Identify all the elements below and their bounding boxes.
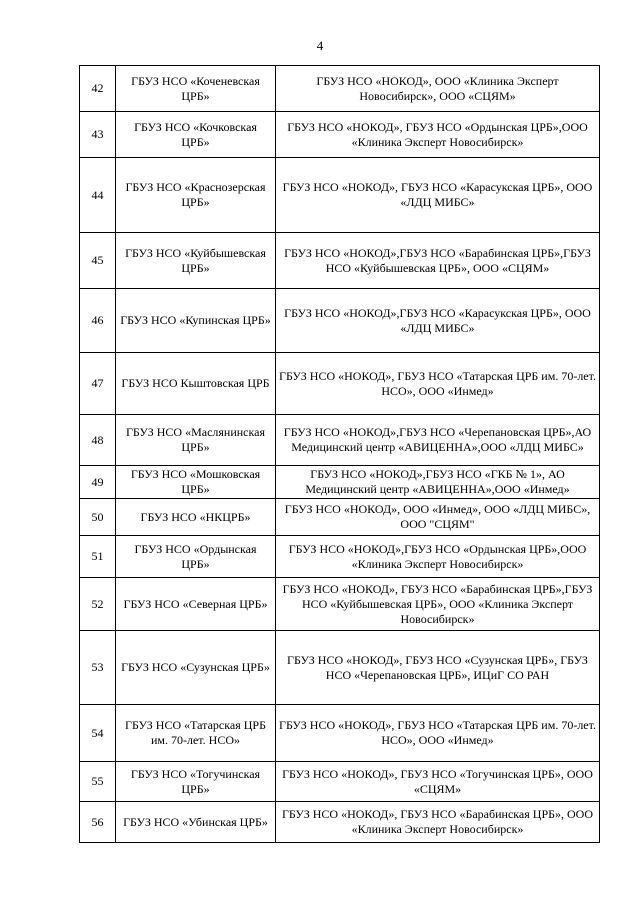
row-number: 46	[80, 289, 116, 353]
row-number: 48	[80, 415, 116, 466]
table-row	[80, 536, 600, 578]
table-row	[80, 499, 600, 536]
table-row	[80, 66, 600, 112]
row-number: 54	[80, 705, 116, 762]
table-row	[80, 112, 600, 158]
organizations-table	[79, 65, 600, 843]
organization-cell: ГБУЗ НСО «НКЦРБ»	[116, 499, 276, 536]
organization-cell: ГБУЗ НСО «Ордынская ЦРБ»	[116, 536, 276, 578]
table-row	[80, 802, 600, 843]
organization-cell: ГБУЗ НСО Кыштовская ЦРБ	[116, 353, 276, 415]
organization-cell: ГБУЗ НСО «Коченевская ЦРБ»	[116, 66, 276, 112]
organization-cell: ГБУЗ НСО «Сузунская ЦРБ»	[116, 631, 276, 705]
row-number: 52	[80, 578, 116, 631]
partners-cell: ГБУЗ НСО «НОКОД»,ГБУЗ НСО «Ордынская ЦРБ»,ООО «Клиника Эксперт Новосибирск»	[276, 536, 600, 578]
partners-cell: ГБУЗ НСО «НОКОД», ГБУЗ НСО «Тогучинская ЦРБ», ООО «СЦЯМ»	[276, 762, 600, 802]
table-row	[80, 158, 600, 233]
partners-cell: ГБУЗ НСО «НОКОД»,ГБУЗ НСО «ГКБ № 1», АО Медицинский центр «АВИЦЕННА»,ООО «Инмед»	[276, 466, 600, 499]
partners-cell: ГБУЗ НСО «НОКОД», ГБУЗ НСО «Ордынская ЦРБ»,ООО «Клиника Эксперт Новосибирск»	[276, 112, 600, 158]
organization-cell: ГБУЗ НСО «Куйбышевская ЦРБ»	[116, 233, 276, 289]
partners-cell: ГБУЗ НСО «НОКОД», ГБУЗ НСО «Татарская ЦРБ им. 70-лет. НСО», ООО «Инмед»	[276, 705, 600, 762]
partners-cell: ГБУЗ НСО «НОКОД»,ГБУЗ НСО «Черепановская ЦРБ»,АО Медицинский центр «АВИЦЕННА»,ООО «ЛДЦ МИБС»	[276, 415, 600, 466]
organization-cell: ГБУЗ НСО «Кочковская ЦРБ»	[116, 112, 276, 158]
table-row	[80, 415, 600, 466]
organization-cell: ГБУЗ НСО «Маслянинская ЦРБ»	[116, 415, 276, 466]
row-number: 42	[80, 66, 116, 112]
partners-cell: ГБУЗ НСО «НОКОД», ООО «Инмед», ООО «ЛДЦ МИБС», ООО "СЦЯМ"	[276, 499, 600, 536]
page-number: 4	[316, 38, 324, 53]
partners-cell: ГБУЗ НСО «НОКОД», ГБУЗ НСО «Карасукская ЦРБ», ООО «ЛДЦ МИБС»	[276, 158, 600, 233]
table-row	[80, 466, 600, 499]
organization-cell: ГБУЗ НСО «Убинская ЦРБ»	[116, 802, 276, 843]
row-number: 44	[80, 158, 116, 233]
row-number: 51	[80, 536, 116, 578]
organization-cell: ГБУЗ НСО «Северная ЦРБ»	[116, 578, 276, 631]
table-row	[80, 578, 600, 631]
table-row	[80, 631, 600, 705]
partners-cell: ГБУЗ НСО «НОКОД»,ГБУЗ НСО «Барабинская ЦРБ»,ГБУЗ НСО «Куйбышевская ЦРБ», ООО «СЦЯМ»	[276, 233, 600, 289]
organization-cell: ГБУЗ НСО «Купинская ЦРБ»	[116, 289, 276, 353]
organization-cell: ГБУЗ НСО «Татарская ЦРБ им. 70-лет. НСО»	[116, 705, 276, 762]
partners-cell: ГБУЗ НСО «НОКОД», ГБУЗ НСО «Сузунская ЦРБ», ГБУЗ НСО «Черепановская ЦРБ», ИЦиГ СО РАН	[276, 631, 600, 705]
partners-cell: ГБУЗ НСО «НОКОД», ООО «Клиника Эксперт Новосибирск», ООО «СЦЯМ»	[276, 66, 600, 112]
partners-cell: ГБУЗ НСО «НОКОД»,ГБУЗ НСО «Карасукская ЦРБ», ООО «ЛДЦ МИБС»	[276, 289, 600, 353]
row-number: 45	[80, 233, 116, 289]
row-number: 50	[80, 499, 116, 536]
table-row	[80, 233, 600, 289]
table-row	[80, 762, 600, 802]
partners-cell: ГБУЗ НСО «НОКОД», ГБУЗ НСО «Барабинская ЦРБ», ООО «Клиника Эксперт Новосибирск»	[276, 802, 600, 843]
table-row	[80, 705, 600, 762]
table-row	[80, 353, 600, 415]
row-number: 53	[80, 631, 116, 705]
row-number: 43	[80, 112, 116, 158]
partners-cell: ГБУЗ НСО «НОКОД», ГБУЗ НСО «Татарская ЦРБ им. 70-лет. НСО», ООО «Инмед»	[276, 353, 600, 415]
table-row	[80, 289, 600, 353]
partners-cell: ГБУЗ НСО «НОКОД», ГБУЗ НСО «Барабинская ЦРБ»,ГБУЗ НСО «Куйбышевская ЦРБ», ООО «Клиника Эксперт Новосибирск»	[276, 578, 600, 631]
organization-cell: ГБУЗ НСО «Краснозерская ЦРБ»	[116, 158, 276, 233]
organization-cell: ГБУЗ НСО «Тогучинская ЦРБ»	[116, 762, 276, 802]
row-number: 56	[80, 802, 116, 843]
organization-cell: ГБУЗ НСО «Мошковская ЦРБ»	[116, 466, 276, 499]
row-number: 47	[80, 353, 116, 415]
row-number: 55	[80, 762, 116, 802]
row-number: 49	[80, 466, 116, 499]
